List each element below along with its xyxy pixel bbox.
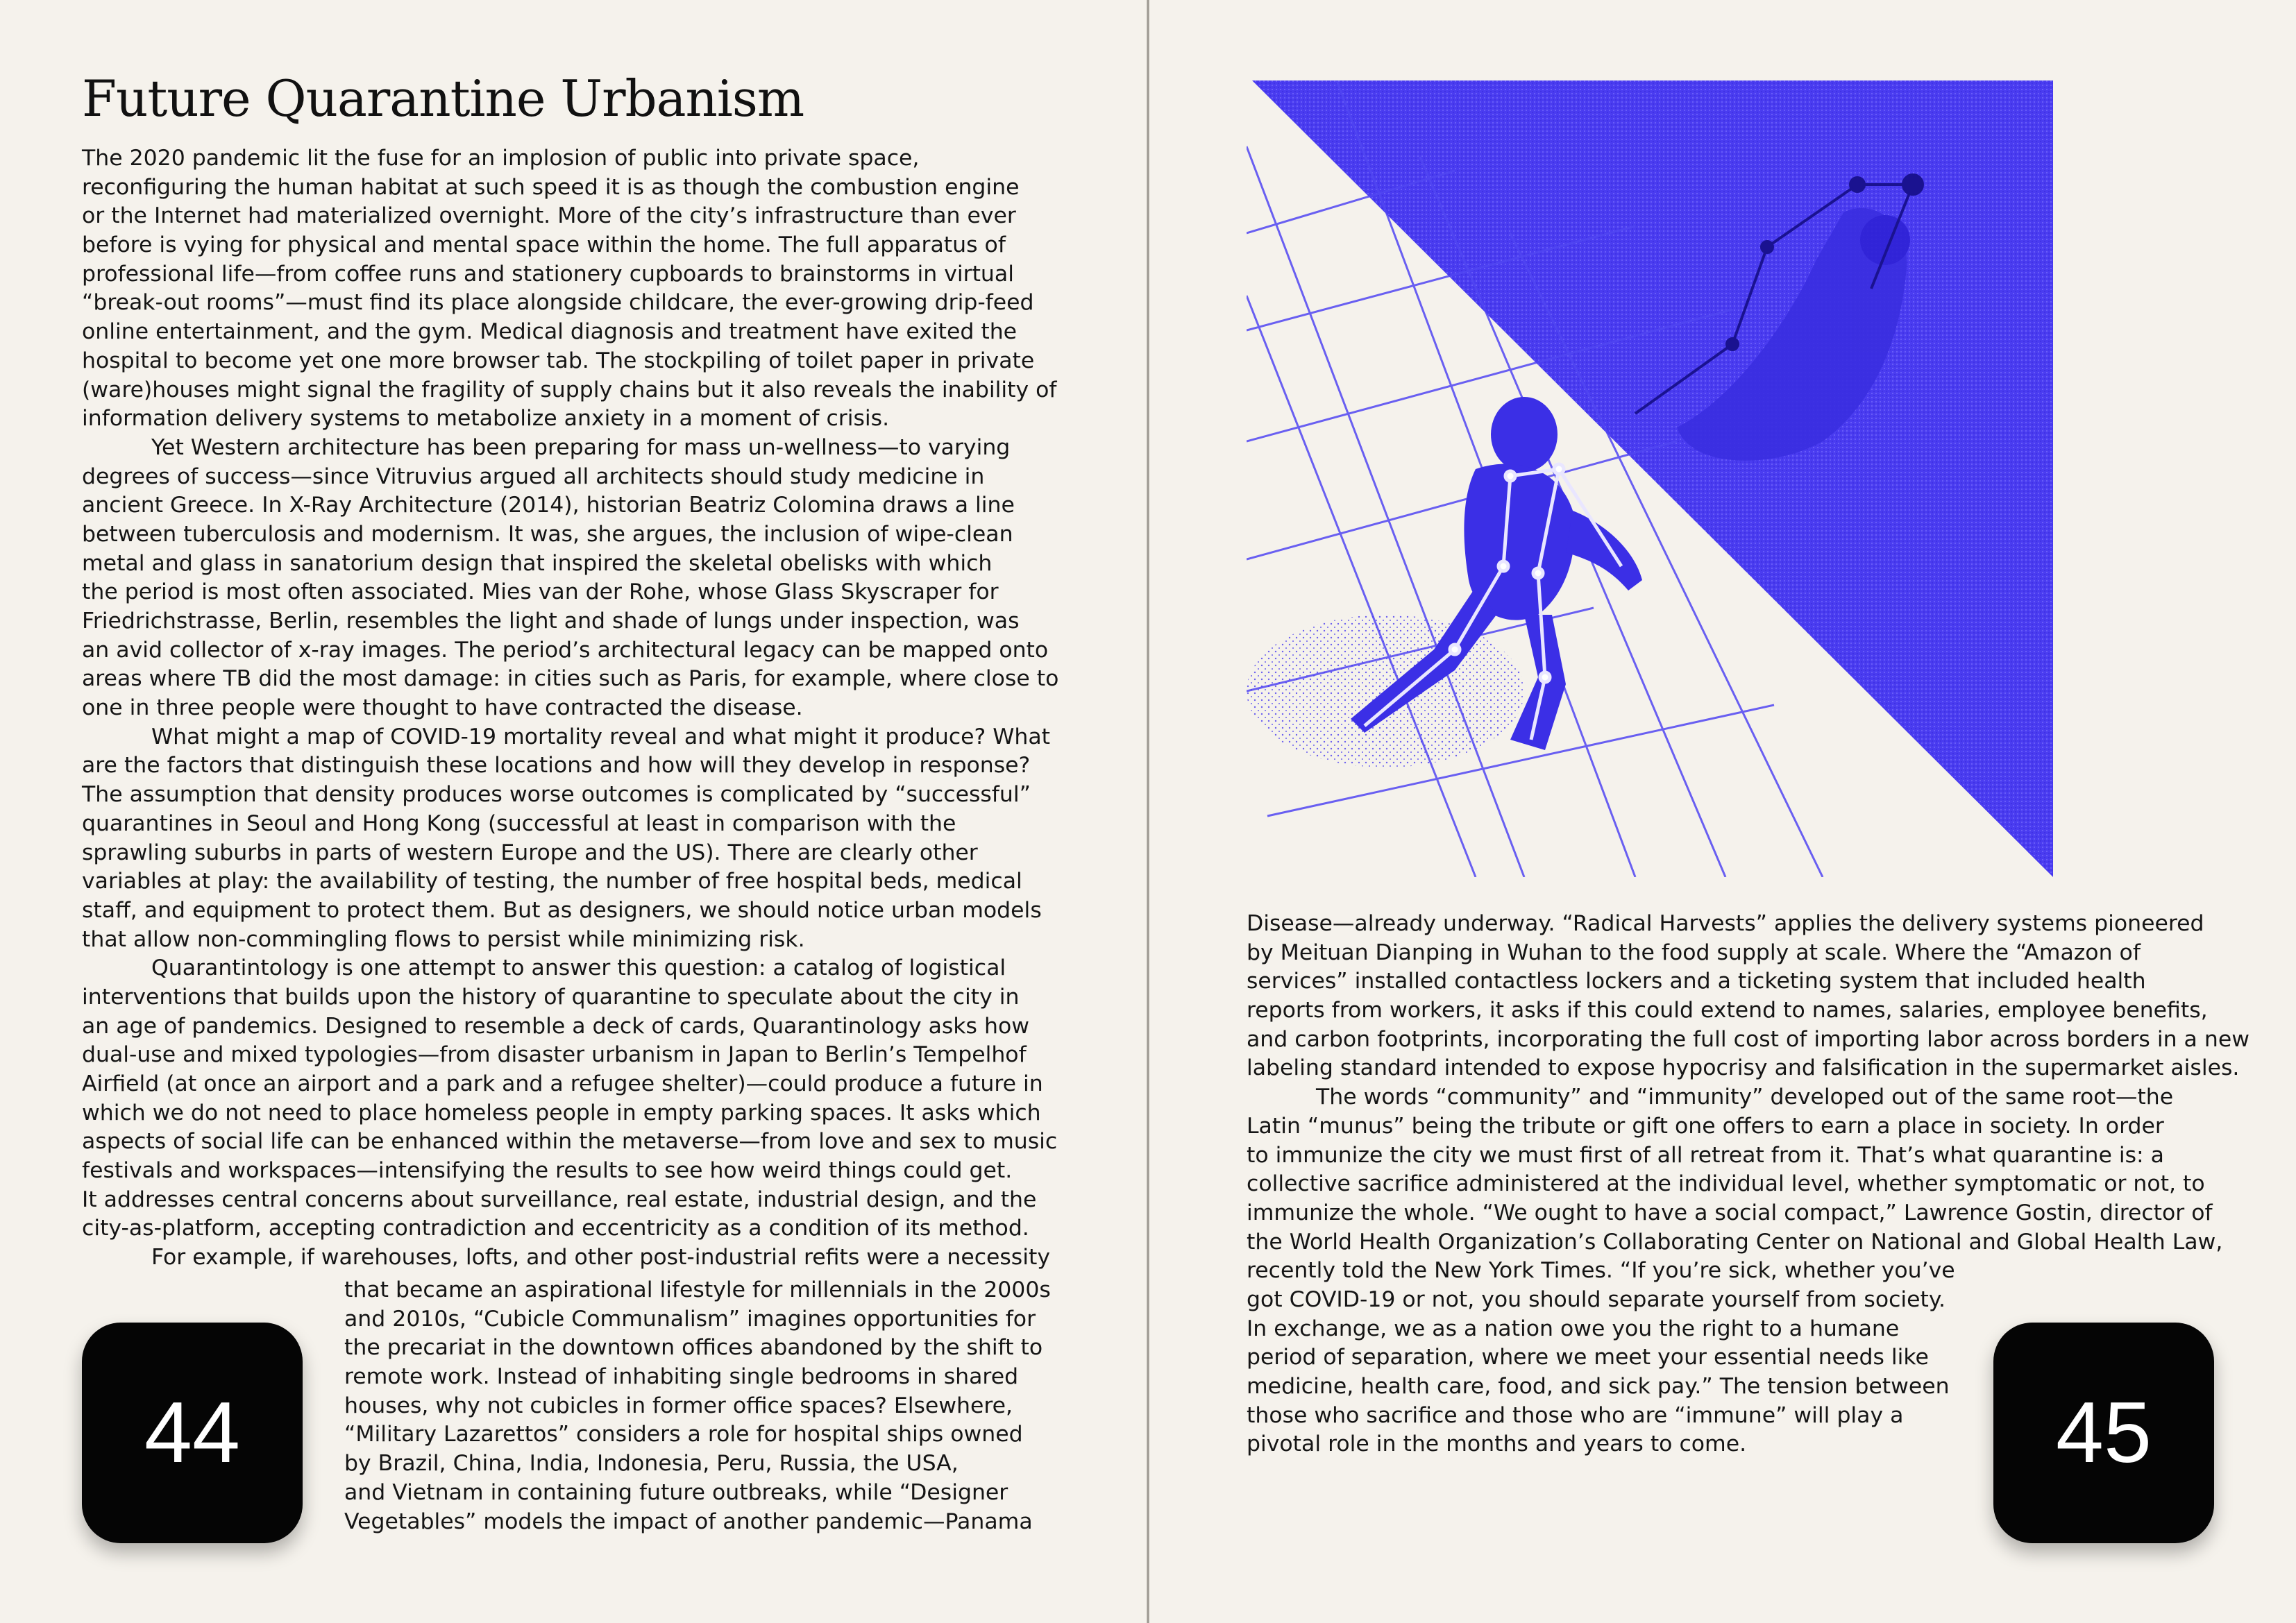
text-line: the precariat in the downtown offices abandoned by the shift to <box>344 1335 1043 1361</box>
text-line: and Vietnam in containing future outbreaks, while “Designer <box>344 1479 1008 1505</box>
text-line: Quarantintology is one attempt to answer this question: a catalog of logistical <box>151 955 1006 981</box>
text-line: ancient Greece. In X-Ray Architecture (2014), historian Beatriz Colomina draws a line <box>82 493 1015 518</box>
text-line: degrees of success—since Vitruvius argued all architects should study medicine in <box>82 464 985 489</box>
text-line: The 2020 pandemic lit the fuse for an implosion of public into private space, <box>82 146 920 171</box>
text-line: services” installed contactless lockers and a ticketing system that included health <box>1247 969 2146 994</box>
text-line: staff, and equipment to protect them. But as designers, we should notice urban models <box>82 897 1042 923</box>
text-line: that became an aspirational lifestyle for millennials in the 2000s <box>344 1277 1051 1302</box>
text-line: areas where TB did the most damage: in cities such as Paris, for example, where close to <box>82 666 1059 692</box>
text-line: that allow non-commingling flows to persist while minimizing risk. <box>82 926 805 952</box>
text-line: Friedrichstrasse, Berlin, resembles the light and shade of lungs under inspection, was <box>82 609 1020 634</box>
text-line: an age of pandemics. Designed to resemble a deck of cards, Quarantinology asks how <box>82 1013 1029 1039</box>
text-line: which we do not need to place homeless people in empty parking spaces. It asks which <box>82 1100 1041 1125</box>
text-line: festivals and workspaces—intensifying the results to see how weird things could get. <box>82 1158 1013 1184</box>
text-line: professional life—from coffee runs and stationery cupboards to brainstorms in virtual <box>82 261 1014 287</box>
text-line: What might a map of COVID-19 mortality reveal and what might it produce? What <box>151 724 1051 749</box>
text-line: Disease—already underway. “Radical Harvests” applies the delivery systems pioneered <box>1247 911 2204 936</box>
text-line: Vegetables” models the impact of another pandemic—Panama <box>344 1509 1033 1534</box>
left-body-column <box>82 144 1058 1273</box>
text-line: The assumption that density produces worse outcomes is complicated by “successful” <box>82 782 1031 808</box>
text-line: variables at play: the availability of testing, the number of free hospital beds, medical <box>82 869 1022 894</box>
text-line: “break-out rooms”—must find its place alongside childcare, the ever-growing drip-feed <box>82 290 1034 316</box>
text-line: by Meituan Dianping in Wuhan to the food supply at scale. Where the “Amazon of <box>1247 940 2141 965</box>
text-line: interventions that builds upon the history of quarantine to speculate about the city in <box>82 984 1020 1010</box>
text-line: before is vying for physical and mental space within the home. The full apparatus of <box>82 232 1006 258</box>
text-line: period of separation, where we meet your essential needs like <box>1247 1345 1929 1370</box>
text-line: hospital to become yet one more browser tab. The stockpiling of toilet paper in private <box>82 348 1035 373</box>
text-line: got COVID-19 or not, you should separate yourself from society. <box>1247 1286 1946 1312</box>
text-line: For example, if warehouses, lofts, and other post-industrial refits were a necessity <box>151 1245 1050 1271</box>
text-line: The words “community” and “immunity” developed out of the same root—the <box>1316 1085 2174 1110</box>
text-line: sprawling suburbs in parts of western Europe and the US). There are clearly other <box>82 840 978 865</box>
text-line: and 2010s, “Cubicle Communalism” imagines opportunities for <box>344 1306 1036 1332</box>
page-number-left: 44 <box>144 1385 240 1481</box>
text-line: Yet Western architecture has been preparing for mass un-wellness—to varying <box>151 434 1011 460</box>
text-line: Airfield (at once an airport and a park and a refugee shelter)—could produce a future in <box>82 1071 1043 1096</box>
left-page <box>0 0 1147 1623</box>
text-line: houses, why not cubicles in former office spaces? Elsewhere, <box>344 1393 1013 1418</box>
text-line: metal and glass in sanatorium design that inspired the skeletal obelisks with which <box>82 550 993 576</box>
text-line: labeling standard intended to expose hypocrisy and falsification in the supermarket aisles. <box>1247 1055 2240 1081</box>
text-line: aspects of social life can be enhanced within the metaverse—from love and sex to music <box>82 1129 1058 1155</box>
text-line: information delivery systems to metabolize anxiety in a moment of crisis. <box>82 406 890 432</box>
text-line: It addresses central concerns about surveillance, real estate, industrial design, and the <box>82 1187 1037 1212</box>
page-number-badge-left <box>82 1323 303 1543</box>
page-number-badge-right <box>1993 1323 2214 1543</box>
masked-figure-pose-skeleton-illustration <box>1247 80 2053 877</box>
text-line: collective sacrifice administered at the individual level, whether symptomatic or not, to <box>1247 1171 2205 1197</box>
text-line: by Brazil, China, India, Indonesia, Peru, Russia, the USA, <box>344 1451 959 1477</box>
text-line: dual-use and mixed typologies—from disaster urbanism in Japan to Berlin’s Tempelhof <box>82 1042 1027 1068</box>
text-line: “Military Lazarettos” considers a role for hospital ships owned <box>344 1422 1023 1447</box>
text-line: (ware)houses might signal the fragility of supply chains but it also reveals the inability of <box>82 377 1057 402</box>
text-line: those who sacrifice and those who are “immune” will play a <box>1247 1402 1904 1428</box>
text-line: the World Health Organization’s Collaborating Center on National and Global Health Law, <box>1247 1229 2223 1255</box>
text-line: between tuberculosis and modernism. It was, she argues, the inclusion of wipe-clean <box>82 521 1013 547</box>
text-line: medicine, health care, food, and sick pay.” The tension between <box>1247 1374 1950 1399</box>
text-line: pivotal role in the months and years to come. <box>1247 1431 1747 1457</box>
text-line: reports from workers, it asks if this could extend to names, salaries, employee benefits, <box>1247 998 2208 1023</box>
text-line: immunize the whole. “We ought to have a social compact,” Lawrence Gostin, director of <box>1247 1200 2213 1225</box>
text-line: one in three people were thought to have contracted the disease. <box>82 695 803 721</box>
text-line: are the factors that distinguish these locations and how will they develop in response? <box>82 753 1031 779</box>
left-body-wrap-column <box>344 1276 1051 1536</box>
text-line: to immunize the city we must first of all retreat from it. That’s what quarantine is: a <box>1247 1142 2164 1168</box>
text-line: In exchange, we as a nation owe you the right to a humane <box>1247 1316 1900 1341</box>
text-line: the period is most often associated. Mies van der Rohe, whose Glass Skyscraper for <box>82 579 999 605</box>
page-number-right: 45 <box>2056 1385 2152 1481</box>
text-line: and carbon footprints, incorporating the full cost of importing labor across borders in a new <box>1247 1026 2249 1052</box>
text-line: Latin “munus” being the tribute or gift one offers to earn a place in society. In order <box>1247 1113 2164 1139</box>
text-line: quarantines in Seoul and Hong Kong (successful at least in comparison with the <box>82 810 956 836</box>
text-line: an avid collector of x-ray images. The period’s architectural legacy can be mapped onto <box>82 637 1049 663</box>
text-line: or the Internet had materialized overnight. More of the city’s infrastructure than ever <box>82 203 1016 229</box>
text-line: online entertainment, and the gym. Medical diagnosis and treatment have exited the <box>82 319 1018 345</box>
text-line: remote work. Instead of inhabiting single bedrooms in shared <box>344 1364 1019 1390</box>
text-line: city-as-platform, accepting contradiction and eccentricity as a condition of its method. <box>82 1216 1029 1241</box>
text-line: recently told the New York Times. “If you’re sick, whether you’ve <box>1247 1258 1955 1284</box>
text-line: reconfiguring the human habitat at such speed it is as though the combustion engine <box>82 174 1020 200</box>
article-title: Future Quarantine Urbanism <box>82 69 804 128</box>
